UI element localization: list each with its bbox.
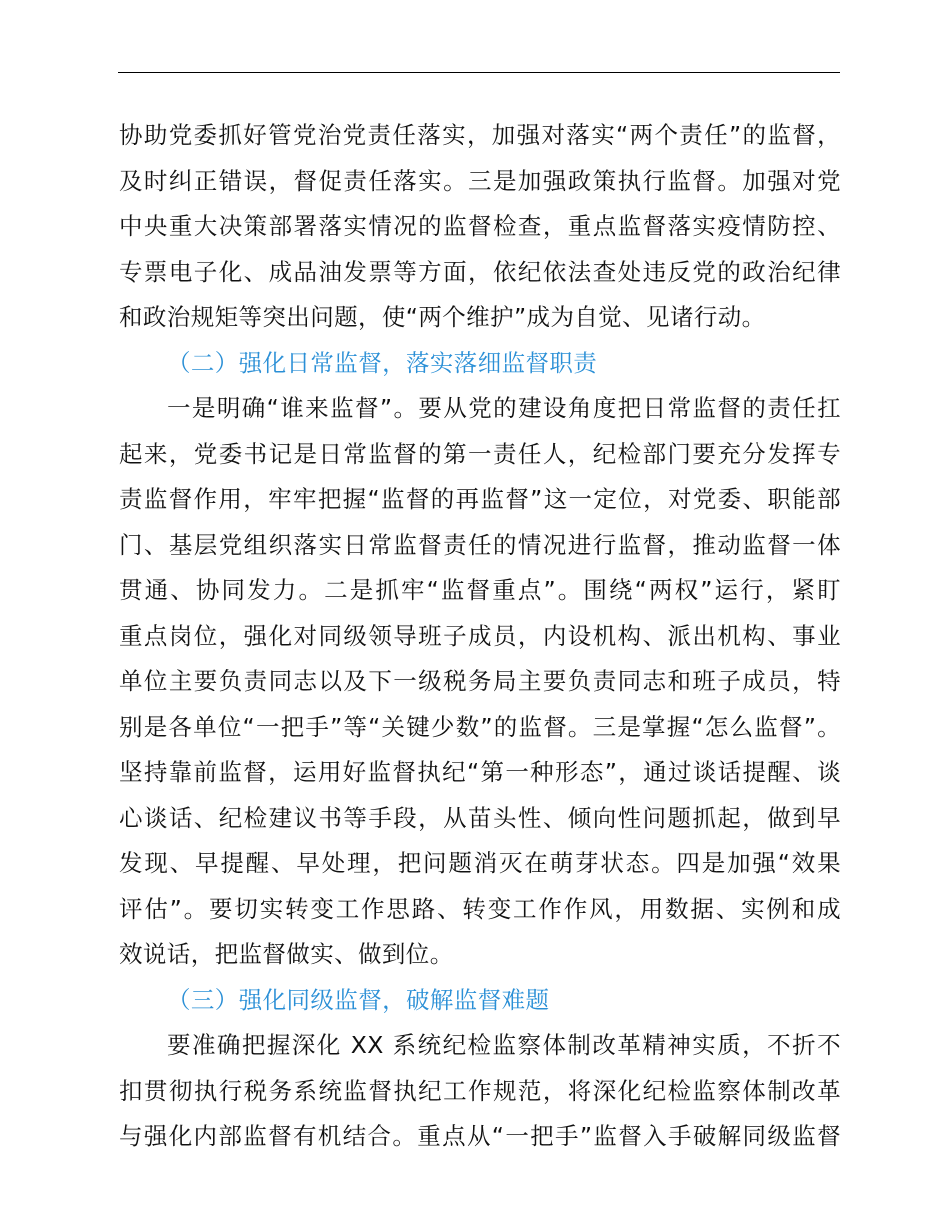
paragraph-line: 责监督作用，牢牢把握“监督的再监督”这一定位，对党委、职能部 bbox=[119, 485, 841, 513]
paragraph-line: 单位主要负责同志以及下一级税务局主要负责同志和班子成员，特 bbox=[119, 667, 841, 695]
paragraph-line: 与强化内部监督有机结合。重点从“一把手”监督入手破解同级监督 bbox=[119, 1122, 841, 1150]
paragraph-line: 重点岗位，强化对同级领导班子成员，内设机构、派出机构、事业 bbox=[119, 621, 841, 650]
paragraph-line: 别是各单位“一把手”等“关键少数”的监督。三是掌握“怎么监督”。 bbox=[119, 712, 841, 741]
paragraph-line: 起来，党委书记是日常监督的第一责任人，纪检部门要充分发挥专 bbox=[119, 439, 841, 468]
paragraph-line: 一是明确“谁来监督”。要从党的建设角度把日常监督的责任扛 bbox=[167, 394, 841, 422]
paragraph-line: 和政治规矩等突出问题，使“两个维护”成为自觉、见诸行动。 bbox=[119, 303, 766, 331]
paragraph-line: 效说话，把监督做实、做到位。 bbox=[119, 940, 454, 968]
section-heading-2: （二）强化日常监督，落实落细监督职责 bbox=[167, 348, 598, 377]
paragraph-line: 心谈话、纪检建议书等手段，从苗头性、倾向性问题抓起，做到早 bbox=[119, 803, 841, 832]
paragraph-line: 门、基层党组织落实日常监督责任的情况进行监督，推动监督一体 bbox=[119, 530, 841, 559]
paragraph-line: 及时纠正错误，督促责任落实。三是加强政策执行监督。加强对党 bbox=[119, 166, 841, 195]
paragraph-line: 专票电子化、成品油发票等方面，依纪依法查处违反党的政治纪律 bbox=[119, 257, 841, 286]
header-rule bbox=[118, 72, 840, 73]
paragraph-line: 评估”。要切实转变工作思路、转变工作作风，用数据、实例和成 bbox=[119, 894, 841, 923]
paragraph-line: 要准确把握深化 XX 系统纪检监察体制改革精神实质，不折不 bbox=[167, 1031, 841, 1059]
section-heading-3: （三）强化同级监督，破解监督难题 bbox=[167, 985, 550, 1014]
paragraph-line: 扣贯彻执行税务系统监督执纪工作规范，将深化纪检监察体制改革 bbox=[119, 1076, 841, 1105]
paragraph-line: 中央重大决策部署落实情况的监督检查，重点监督落实疫情防控、 bbox=[119, 212, 841, 240]
paragraph-line: 坚持靠前监督，运用好监督执纪“第一种形态”，通过谈话提醒、谈 bbox=[119, 758, 841, 786]
paragraph-line: 发现、早提醒、早处理，把问题消灭在萌芽状态。四是加强“效果 bbox=[119, 849, 841, 877]
document-body bbox=[119, 113, 841, 1160]
paragraph-line: 协助党委抓好管党治党责任落实，加强对落实“两个责任”的监督， bbox=[119, 121, 841, 149]
paragraph-line: 贯通、协同发力。二是抓牢“监督重点”。围绕“两权”运行，紧盯 bbox=[119, 576, 841, 604]
